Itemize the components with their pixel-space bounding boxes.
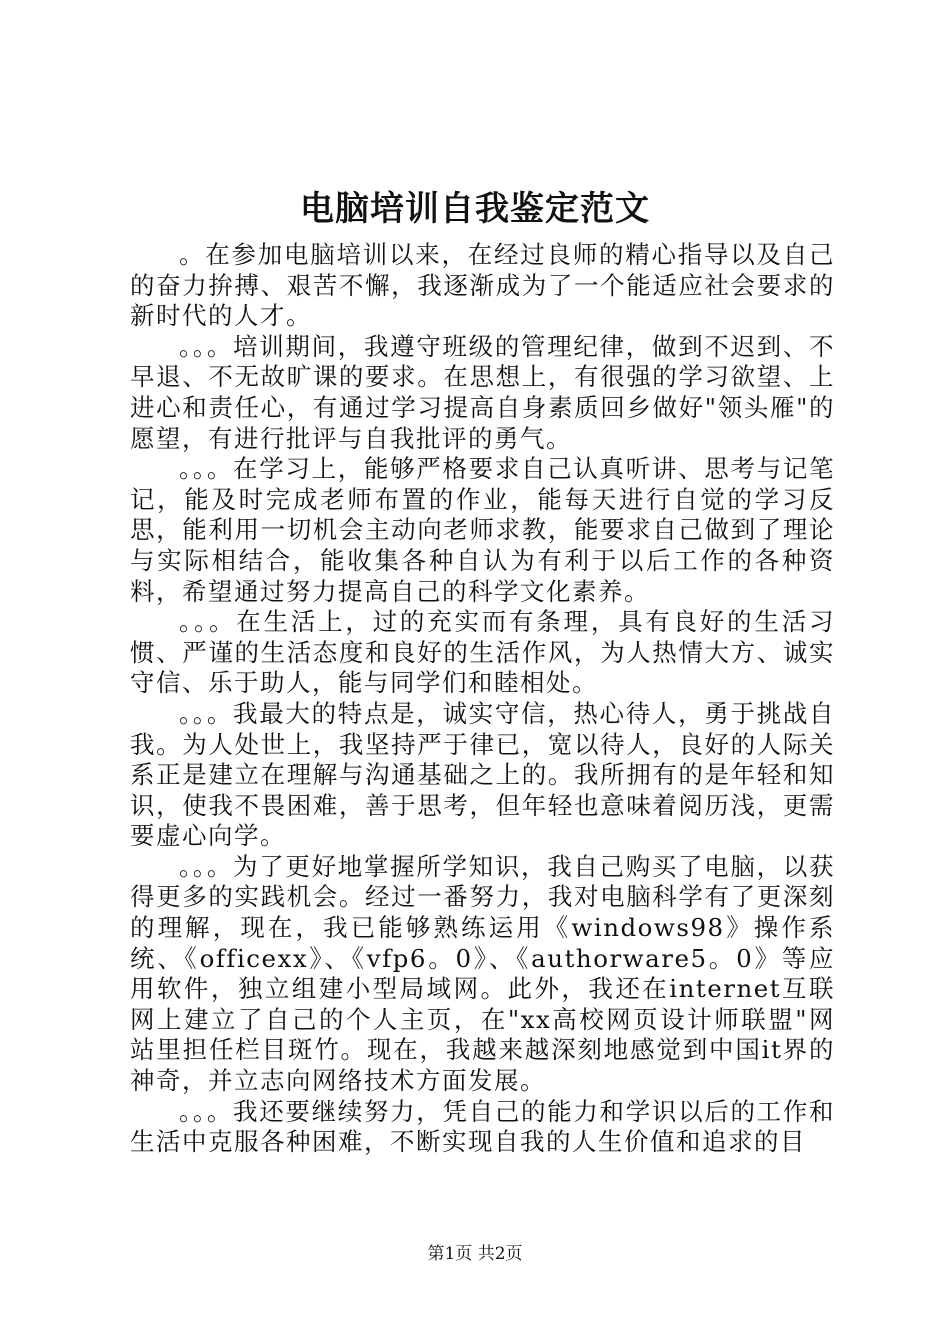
paragraph: 。。。培训期间，我遵守班级的管理纪律，做到不迟到、不早退、不无故旷课的要求。在思想上，有很强的学习欲望、上进心和责任心，有通过学习提高自身素质回乡做好"领头雁"的愿望，有进行批评与自我批评的勇气。: [130, 331, 835, 453]
paragraph: 。在参加电脑培训以来，在经过良师的精心指导以及自己的奋力拚搏、艰苦不懈，我逐渐成为了一个能适应社会要求的新时代的人才。: [130, 240, 835, 331]
paragraph: 。。。为了更好地掌握所学知识，我自己购买了电脑，以获得更多的实践机会。经过一番努力，我对电脑科学有了更深刻的理解，现在，我已能够熟练运用《windows98》操作系统、《officexx》、《vfp6。0》、《authorware5。0》等应用软件，独立组建小型局域网。此外，我还在internet互联网上建立了自己的个人主页，在"xx高校网页设计师联盟"网站里担任栏目斑竹。现在，我越来越深刻地感觉到中国it界的神奇，并立志向网络技术方面发展。: [130, 851, 835, 1096]
document-title: 电脑培训自我鉴定范文: [300, 189, 650, 229]
paragraph: 。。。在学习上，能够严格要求自己认真听讲、思考与记笔记，能及时完成老师布置的作业，能每天进行自觉的学习反思，能利用一切机会主动向老师求教，能要求自己做到了理论与实际相结合，能收集各种自认为有利于以后工作的各种资料，希望通过努力提高自己的科学文化素养。: [130, 454, 835, 606]
paragraph: 。。。我最大的特点是，诚实守信，热心待人，勇于挑战自我。为人处世上，我坚持严于律已，宽以待人，良好的人际关系正是建立在理解与沟通基础之上的。我所拥有的是年轻和知识，使我不畏困难，善于思考，但年轻也意味着阅历浅，更需要虚心向学。: [130, 698, 835, 851]
paragraph: 。。。我还要继续努力，凭自己的能力和学识以后的工作和生活中克服各种困难，不断实现自我的人生价值和追求的目: [130, 1096, 835, 1157]
paragraph: 。。。在生活上，过的充实而有条理，具有良好的生活习惯、严谨的生活态度和良好的生活作风，为人热情大方、诚实守信、乐于助人，能与同学们和睦相处。: [130, 607, 835, 698]
document-body: [130, 240, 835, 1158]
page-number: 第1页 共2页: [427, 1244, 523, 1264]
